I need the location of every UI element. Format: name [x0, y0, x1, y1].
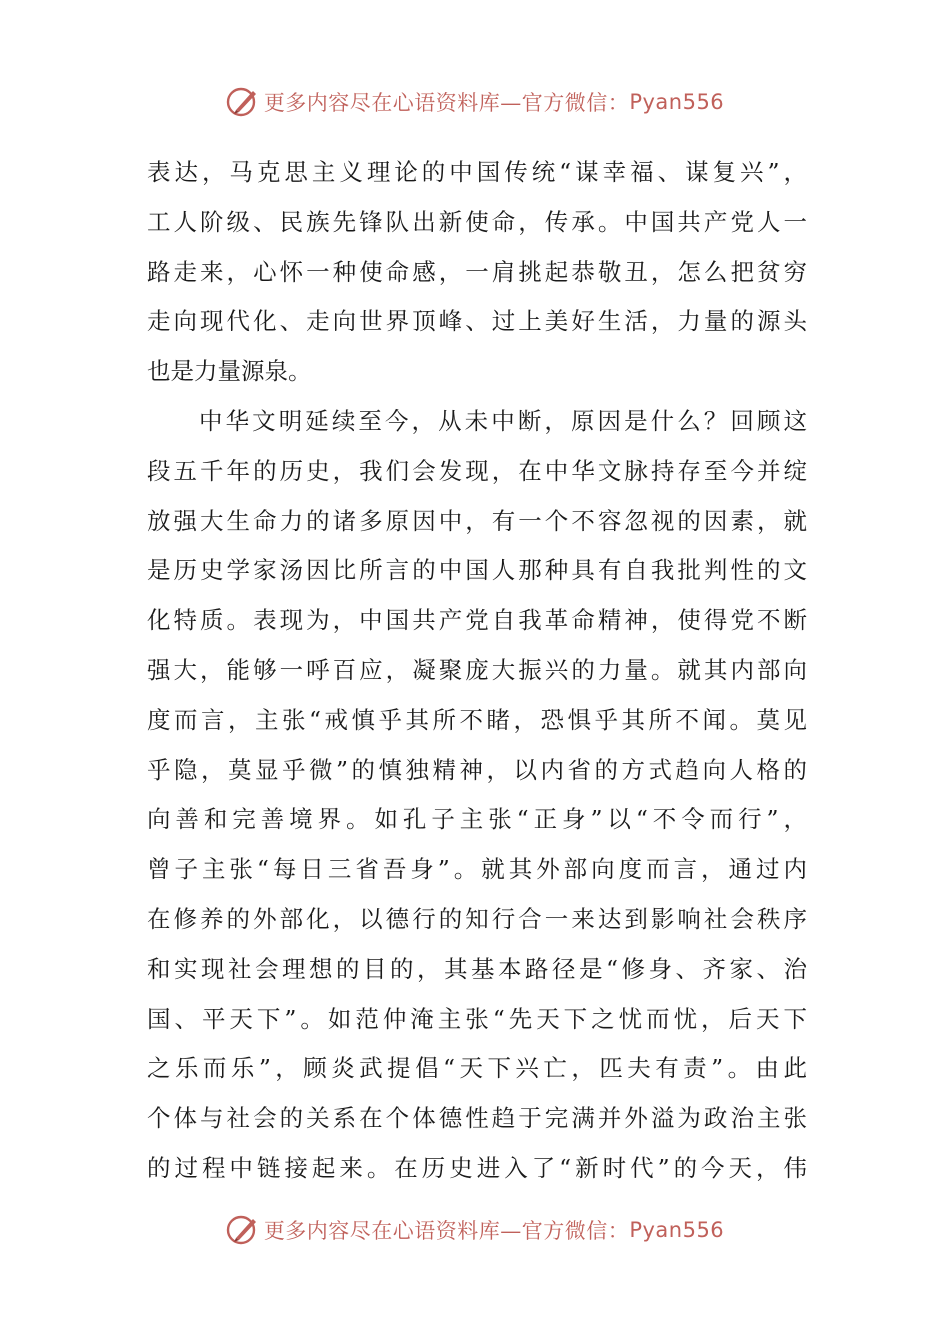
text-line: 走向现代化、走向世界顶峰、过上美好生活，力量的源头 [147, 307, 807, 336]
text-line: 向善和完善境界。如孔子主张“正身”以“不令而行”， [147, 805, 807, 834]
text-line: 曾子主张“每日三省吾身”。就其外部向度而言，通过内 [147, 855, 807, 884]
text-line: 段五千年的历史，我们会发现，在中华文脉持存至今并绽 [147, 456, 807, 485]
quill-logo-icon [226, 85, 260, 119]
text-line: 的过程中链接起来。在历史进入了“新时代”的今天，伟 [147, 1153, 807, 1182]
text-line: 化特质。表现为，中国共产党自我革命精神，使得党不断 [147, 606, 807, 635]
text-line: 也是力量源泉。 [147, 357, 312, 386]
text-line: 放强大生命力的诸多原因中，有一个不容忽视的因素，就 [147, 506, 807, 535]
text-line: 之乐而乐”，顾炎武提倡“天下兴亡，匹夫有责”。由此 [147, 1054, 807, 1083]
text-line: 工人阶级、民族先锋队出新使命，传承。中国共产党人一 [147, 207, 807, 236]
paragraph-first-line: 中华文明延续至今，从未中断，原因是什么？回顾这 [199, 406, 807, 435]
banner-text: 更多内容尽在心语资料库—官方微信： [263, 91, 630, 115]
header-banner [0, 82, 950, 122]
text-line: 是历史学家汤因比所言的中国人那种具有自我批判性的文 [147, 556, 807, 585]
text-line: 表达，马克思主义理论的中国传统“谋幸福、谋复兴”， [147, 158, 807, 186]
banner-text: 更多内容尽在心语资料库—官方微信： [263, 1219, 630, 1243]
banner-wechat-id: Pyan556 [629, 90, 725, 114]
text-line: 个体与社会的关系在个体德性趋于完满并外溢为政治主张 [147, 1104, 807, 1133]
text-line: 路走来，心怀一种使命感，一肩挑起恭敬丑，怎么把贫穷 [147, 257, 807, 286]
text-line: 度而言，主张“戒慎乎其所不睹，恐惧乎其所不闻。莫见 [147, 705, 807, 734]
footer-banner [0, 1210, 950, 1250]
banner-wechat-id: Pyan556 [629, 1218, 725, 1242]
document-body [147, 148, 807, 1194]
text-line: 在修养的外部化，以德行的知行合一来达到影响社会秩序 [147, 904, 807, 933]
text-line: 强大，能够一呼百应，凝聚庞大振兴的力量。就其内部向 [147, 655, 807, 684]
text-line: 乎隐，莫显乎微”的慎独精神，以内省的方式趋向人格的 [147, 755, 807, 784]
text-line: 国、平天下”。如范仲淹主张“先天下之忧而忧，后天下 [147, 1004, 807, 1033]
text-line: 和实现社会理想的目的，其基本路径是“修身、齐家、治 [147, 954, 807, 983]
quill-logo-icon [226, 1213, 260, 1247]
